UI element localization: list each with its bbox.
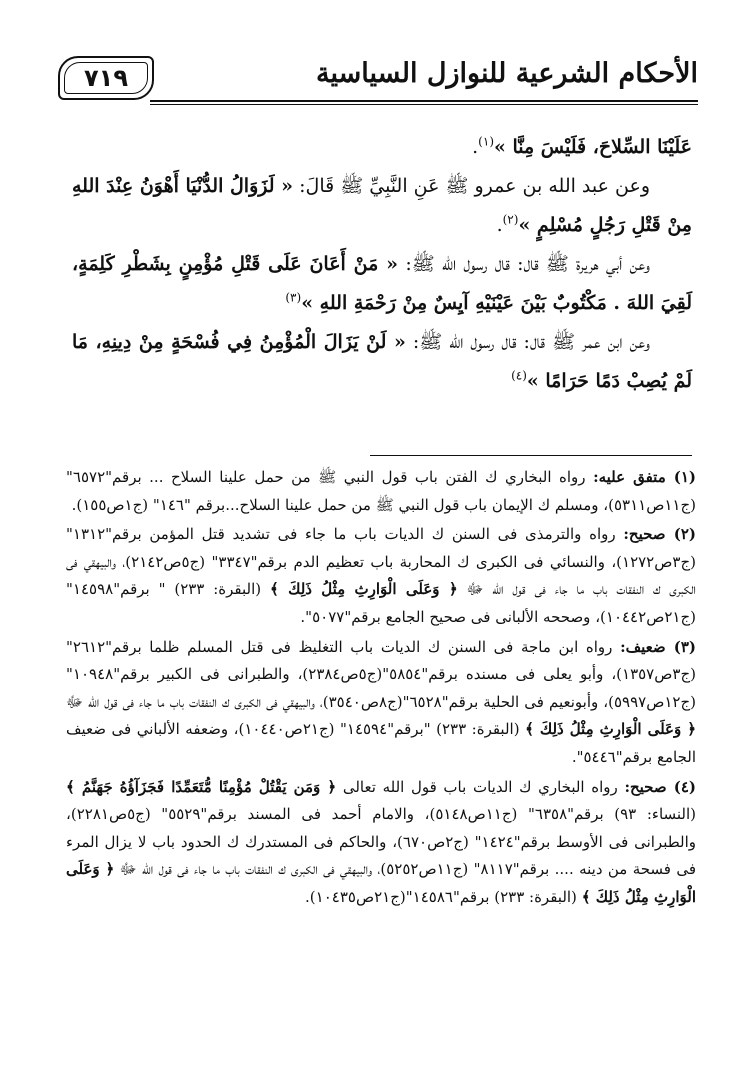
footnote-divider <box>370 455 692 456</box>
hadith-text: « لَنْ يَزَالَ الْمُؤْمِنُ فِي فُسْحَةٍ مِنْ دِينِهِ، مَا لَمْ يُصِبْ دَمًا حَرَامًا » <box>72 331 692 392</box>
narration-intro: وعن عبد الله بن عمرو ﷺ عَنِ النَّبِيِّ ﷺ قَالَ: <box>299 175 650 197</box>
paragraph-2: وعن عبد الله بن عمرو ﷺ عَنِ النَّبِيِّ ﷺ قَالَ: « لَزَوَالُ الدُّنْيَا أَهْوَنُ عِنْدَ اللهِ مِنْ قَتْلِ رَجُلٍ مُسْلِمٍ »$^{(٢)}$. <box>72 175 692 236</box>
footnote-grade: (٢) صحيح: <box>623 525 696 544</box>
quran-verse: ﴿ وَعَلَى الْوَارِثِ مِثْلُ ذَلِكَ ﴾ <box>269 580 458 599</box>
footnote-1 <box>66 464 696 519</box>
book-title: الأحكام الشرعية للنوازل السياسية <box>316 58 698 89</box>
paragraph-3 <box>72 245 692 323</box>
hadith-text: « مَنْ أَعَانَ عَلَى قَتْلِ مُؤْمِنٍ بِشَطْرِ كَلِمَةٍ، لَقِيَ اللهَ . مَكْتُوبٌ بَيْنَ عَيْنَيْهِ آيِسٌ مِنْ رَحْمَةِ اللهِ » <box>72 253 692 314</box>
footnotes <box>66 464 696 914</box>
footnote-2 <box>66 521 696 631</box>
paragraph-1: عَلَيْنَا السِّلاحَ، فَلَيْسَ مِنَّا »$^{(١)}$. <box>472 134 692 158</box>
footnote-ref: (٢) <box>502 212 519 227</box>
footnote-grade: (٤) صحيح: <box>624 777 696 796</box>
header-rule-thin <box>150 104 698 105</box>
footnote-grade: (٣) ضعيف: <box>620 637 696 656</box>
narration-intro: وعن أبي هريرة ﷺ قال: قال رسول الله ﷺ: <box>405 253 650 275</box>
hadith-text: « لَزَوَالُ الدُّنْيَا أَهْوَنُ عِنْدَ اللهِ مِنْ قَتْلِ رَجُلٍ مُسْلِمٍ » <box>72 175 692 236</box>
hadith-text: عَلَيْنَا السِّلاحَ، فَلَيْسَ مِنَّا » <box>494 136 692 158</box>
footnote-ref: (٤) <box>511 368 527 383</box>
page-number-frame <box>58 56 154 100</box>
footnote-text: (النساء: ٩٣) برقم"٦٣٥٨" (ج١١ص٥١٤٨)، والامام أحمد فى المسند برقم"٥٥٢٩" (ج٥ص٢٢٨١)، والطبرانى فى الأوسط برقم"١٤٢٤" (ج٢ص٦٧٠)، والحاكم فى المستدرك ك الحدود باب لا يزال المرء فى فسحة من دينه .... برقم"٨١١٧" (ج١١ص٥٢٥٢)، والبيهقي فى الكبرى ك النفقات باب ما جاء فى قول الله ﷻ <box>66 805 697 879</box>
quran-verse: ﴿ وَعَلَى الْوَارِثِ مِثْلُ ذَلِكَ ﴾ <box>66 860 696 906</box>
paragraph-4 <box>72 323 692 401</box>
header-rule <box>150 100 698 102</box>
footnote-text: (البقرة: ٢٣٣) برقم"١٤٥٨٦"(ج٢١ص١٠٤٣٥). <box>305 887 577 906</box>
page-header <box>58 52 698 108</box>
footnote-text: رواه البخاري ك الفتن باب قول النبي ﷺ من حمل علينا السلاح ... برقم"٦٥٧٢" (ج١١ص٥٣١١)، ومسلم ك الإيمان باب قول النبي ﷺ من حمل علينا السلاح...برقم "١٤٦" (ج١ص١٥٥). <box>66 468 696 514</box>
footnote-ref: (٣) <box>285 290 302 305</box>
footnote-grade: (١) متفق عليه: <box>593 468 696 486</box>
footnote-3 <box>66 634 696 772</box>
footnote-ref: (١) <box>478 134 494 149</box>
quran-verse: ﴿ وَعَلَى الْوَارِثِ مِثْلُ ذَلِكَ ﴾ <box>525 720 696 739</box>
main-text <box>72 128 692 401</box>
footnote-text: (البقرة: ٢٣٣) " برقم"١٤٥٩٨"(ج٢١ص١٠٤٤٢)، وصححه الألبانى فى صحيح الجامع برقم"٥٠٧٧". <box>66 580 696 626</box>
narration-intro: وعن ابن عمر ﷺ قال: قال رسول الله ﷺ: <box>412 331 650 353</box>
footnote-4 <box>66 774 696 912</box>
footnote-text: (البقرة: ٢٣٣) "برقم"١٤٥٩٤" (ج٢١ص١٠٤٤٠)، وضعفه الألباني فى ضعيف الجامع برقم"٥٤٤٦". <box>66 720 696 766</box>
quran-verse: ﴿ وَمَن يَقْتُلْ مُؤْمِنًا مُّتَعَمِّدًا فَجَزَآؤُهُ جَهَنَّمُ ﴾ <box>66 777 337 796</box>
footnote-text: رواه ابن ماجة فى السنن ك الديات باب التغليظ فى قتل المسلم ظلما برقم"٢٦١٢" (ج٣ص١٣٥٧)، وأبو يعلى فى مسنده برقم"٥٨٥٤"(ج٥ص٢٣٨٤)، والطبرانى فى الكبير برقم"١٠٩٤٨" (ج١٢ص٥٩٩٧)، وأبونعيم فى الحلية برقم"٦٥٢٨"(ج٨ص٣٥٤٠)، والبيهقي فى الكبرى ك النفقات باب ما جاء فى قول الله ﷻ <box>66 637 697 711</box>
footnote-text: رواه البخاري ك الديات باب قول الله تعالى <box>342 777 618 796</box>
footnote-text: رواه والترمذى فى السنن ك الديات باب ما جاء فى تشديد قتل المؤمن برقم"١٣١٢" (ج٣ص١٢٧٢)، والنسائي فى الكبرى ك المحاربة باب تعظيم الدم برقم"٣٣٤٧" (ج٥ص٢١٤٢)، والبيهقي فى الكبرى ك النفقات باب ما جاء فى قول الله ﷻ <box>66 525 696 599</box>
page-number: ٧١٩ <box>84 64 128 92</box>
